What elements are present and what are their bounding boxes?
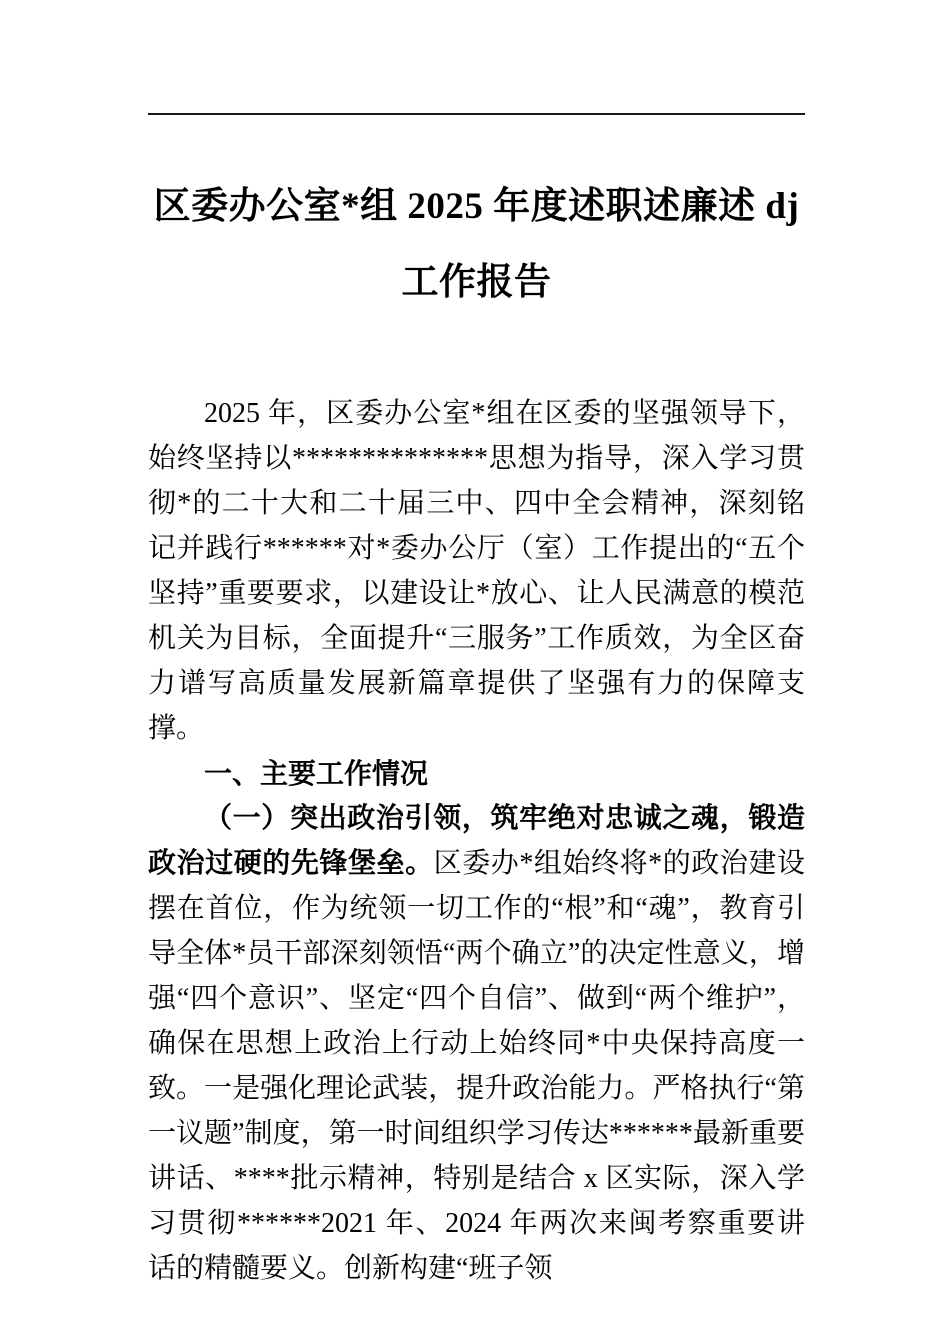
section-heading-1: 一、主要工作情况 bbox=[204, 758, 429, 789]
document-body bbox=[148, 391, 805, 1291]
subsection-1-paragraph bbox=[148, 796, 805, 1291]
document-title: 区委办公室*组 2025 年度述职述廉述 dj 工作报告 bbox=[153, 186, 800, 303]
header-rule bbox=[148, 113, 805, 115]
intro-paragraph: 2025 年，区委办公室*组在区委的坚强领导下，始终坚持以**************思想为指导，深入学习贯彻*的二十大和二十届三中、四中全会精神，深刻铭记并践行******对*委办公厅（室）工作提出的“五个坚持”重要要求，以建设让*放心、让人民满意的模范机关为目标，全面提升“三服务”工作质效，为全区奋力谱写高质量发展新篇章提供了坚强有力的保障支撑。 bbox=[148, 398, 805, 744]
subsection-1-lead: （一）突出政治引领，筑牢绝对忠诚之魂，锻造政治过硬的先锋堡垒。 bbox=[148, 803, 805, 879]
subsection-1-body: 区委办*组始终将*的政治建设摆在首位，作为统领一切工作的“根”和“魂”，教育引导全体*员干部深刻领悟“两个确立”的决定性意义，增强“四个意识”、坚定“四个自信”、做到“两个维护”，确保在思想上政治上行动上始终同*中央保持高度一致。一是强化理论武装，提升政治能力。严格执行“第一议题”制度，第一时间组织学习传达******最新重要讲话、****批示精神，特别是结合 x 区实际，深入学习贯彻******2021 年、2024 年两次来闽考察重要讲话的精髓要义。创新构建“班子领 bbox=[148, 848, 805, 1284]
